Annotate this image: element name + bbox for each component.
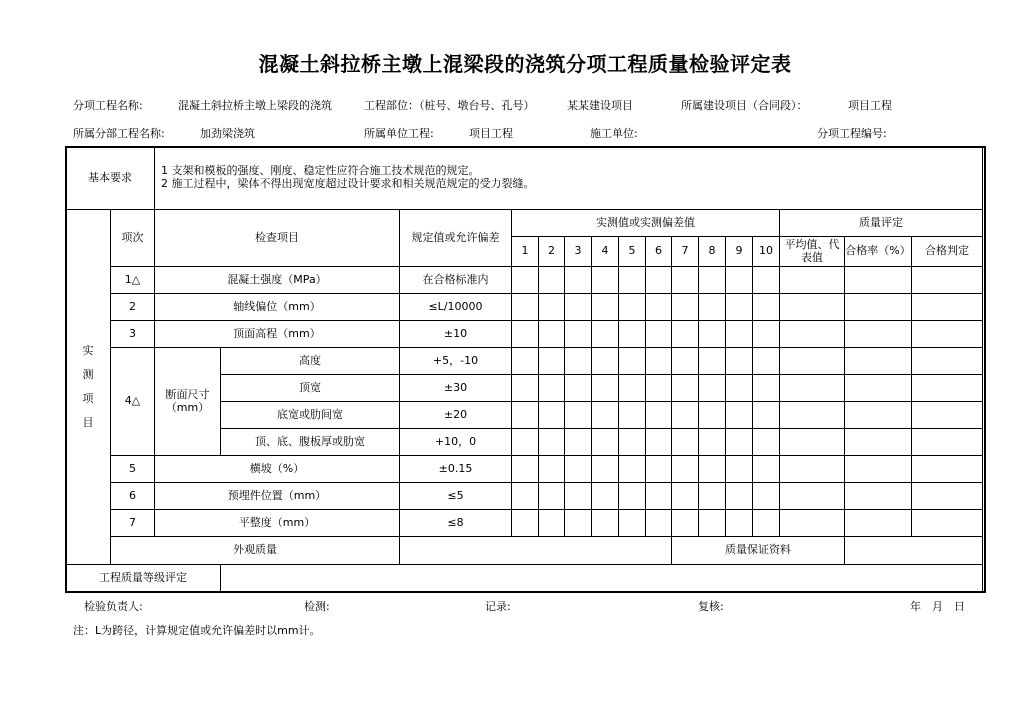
point-header: 6 xyxy=(646,237,672,267)
row-spec: ±20 xyxy=(400,402,512,429)
section-size-group: 断面尺寸（mm） xyxy=(155,348,221,456)
table-row xyxy=(66,348,983,375)
basic-requirements-label: 基本要求 xyxy=(66,147,155,210)
table-row xyxy=(66,483,983,510)
row-item: 高度 xyxy=(221,348,400,375)
row-spec: ≤8 xyxy=(400,510,512,537)
inspector-label: 检验负责人: xyxy=(84,600,143,613)
row-seq: 3 xyxy=(111,321,155,348)
point-header: 7 xyxy=(672,237,699,267)
row-item: 横坡（%） xyxy=(155,456,400,483)
quality-assessment-header: 质量评定 xyxy=(780,210,983,237)
row-seq: 1△ xyxy=(111,267,155,294)
recorder-label: 记录: xyxy=(485,600,511,613)
row-spec: +10，0 xyxy=(400,429,512,456)
table-row xyxy=(66,267,983,294)
row-item: 顶宽 xyxy=(221,375,400,402)
table-row xyxy=(66,294,983,321)
tester-label: 检测: xyxy=(304,600,330,613)
point-header: 5 xyxy=(619,237,646,267)
table-row xyxy=(66,456,983,483)
row-item: 预埋件位置（mm） xyxy=(155,483,400,510)
project-value: 项目工程 xyxy=(848,99,892,112)
item-code-label: 分项工程编号: xyxy=(817,127,887,140)
item-name-value: 混凝土斜拉桥主墩上梁段的浇筑 xyxy=(178,99,332,112)
quality-evidence-value xyxy=(845,537,983,565)
row-spec: ±0.15 xyxy=(400,456,512,483)
appearance-quality-value xyxy=(400,537,672,565)
row-spec: ±30 xyxy=(400,375,512,402)
unit-label: 所属单位工程: xyxy=(364,127,434,140)
measured-values-header: 实测值或实测偏差值 xyxy=(512,210,780,237)
spec-header: 规定值或允许偏差 xyxy=(400,210,512,267)
quality-grade-label: 工程质量等级评定 xyxy=(66,565,221,593)
item-name-label: 分项工程名称: xyxy=(73,99,143,112)
check-item-header: 检查项目 xyxy=(155,210,400,267)
date-label: 年 月 日 xyxy=(910,600,965,613)
row-item: 混凝土强度（MPa） xyxy=(155,267,400,294)
average-header: 平均值、代表值 xyxy=(780,237,845,267)
measured-items-label: 实 测 项 目 xyxy=(66,210,111,565)
table-row xyxy=(66,510,983,537)
table-row xyxy=(66,321,983,348)
quality-grade-value xyxy=(221,565,983,593)
requirement-line: 2 施工过程中，梁体不得出现宽度超过设计要求和相关规范规定的受力裂缝。 xyxy=(161,177,535,190)
point-header: 8 xyxy=(699,237,726,267)
basic-requirements-text xyxy=(155,147,983,210)
row-spec: ±10 xyxy=(400,321,512,348)
row-item: 轴线偏位（mm） xyxy=(155,294,400,321)
page-title: 混凝土斜拉桥主墩上混梁段的浇筑分项工程质量检验评定表 xyxy=(258,52,792,76)
quality-evidence-label: 质量保证资料 xyxy=(672,537,845,565)
point-header: 1 xyxy=(512,237,539,267)
pass-judgement-header: 合格判定 xyxy=(912,237,983,267)
pass-rate-header: 合格率（%） xyxy=(845,237,912,267)
construction-unit-label: 施工单位: xyxy=(590,127,638,140)
row-item: 底宽或肋间宽 xyxy=(221,402,400,429)
point-header: 2 xyxy=(539,237,565,267)
division-value: 加劲梁浇筑 xyxy=(200,127,255,140)
row-spec: ≤5 xyxy=(400,483,512,510)
point-header: 10 xyxy=(753,237,780,267)
row-item: 平整度（mm） xyxy=(155,510,400,537)
row-seq: 7 xyxy=(111,510,155,537)
seq-header: 项次 xyxy=(111,210,155,267)
row-item: 顶、底、腹板厚或肋宽 xyxy=(221,429,400,456)
point-header: 3 xyxy=(565,237,592,267)
row-seq: 5 xyxy=(111,456,155,483)
location-value: 某某建设项目 xyxy=(567,99,633,112)
point-header: 4 xyxy=(592,237,619,267)
row-spec: 在合格标准内 xyxy=(400,267,512,294)
row-spec: ≤L/10000 xyxy=(400,294,512,321)
point-header: 9 xyxy=(726,237,753,267)
row-seq: 4△ xyxy=(111,348,155,456)
row-spec: +5，-10 xyxy=(400,348,512,375)
footnote: 注：L为跨径，计算规定值或允许偏差时以mm计。 xyxy=(73,624,321,637)
location-label: 工程部位：（桩号、墩台号、孔号） xyxy=(364,99,535,112)
row-seq: 2 xyxy=(111,294,155,321)
division-label: 所属分部工程名称: xyxy=(73,127,165,140)
unit-value: 项目工程 xyxy=(469,127,513,140)
requirement-line: 1 支架和模板的强度、刚度、稳定性应符合施工技术规范的规定。 xyxy=(161,164,480,178)
appearance-quality-label: 外观质量 xyxy=(111,537,400,565)
reviewer-label: 复核: xyxy=(698,600,724,613)
row-seq: 6 xyxy=(111,483,155,510)
inspection-table xyxy=(65,146,983,593)
project-label: 所属建设项目（合同段）： xyxy=(681,99,808,112)
row-item: 顶面高程（mm） xyxy=(155,321,400,348)
